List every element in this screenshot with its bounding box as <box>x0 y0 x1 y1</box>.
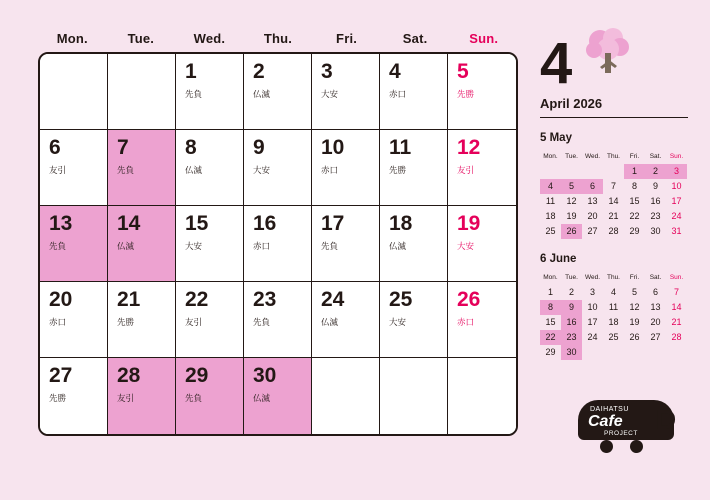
mini-day-cell[interactable]: 11 <box>608 302 619 312</box>
mini-day-cell[interactable]: 11 <box>545 196 556 206</box>
calendar-grid-border <box>38 52 518 436</box>
calendar-day-cell[interactable] <box>312 130 380 206</box>
day-number: 3 <box>321 60 333 83</box>
mini-day-cell[interactable]: 19 <box>629 317 640 327</box>
rokuyo-label: 友引 <box>457 165 475 175</box>
calendar-day-cell[interactable] <box>380 54 448 130</box>
mini-day-cell[interactable]: 16 <box>650 196 661 206</box>
day-number: 12 <box>457 136 481 159</box>
calendar-day-cell[interactable] <box>108 206 176 282</box>
mini-day-cell[interactable]: 15 <box>629 196 640 206</box>
mini-day-cell[interactable]: 29 <box>545 347 556 357</box>
rokuyo-label: 赤口 <box>457 317 475 327</box>
mini-day-cell[interactable]: 3 <box>589 287 595 297</box>
mini-day-cell[interactable]: 7 <box>673 287 679 297</box>
mini-day-cell[interactable]: 27 <box>650 332 661 342</box>
calendar-empty-cell <box>380 358 448 434</box>
rokuyo-label: 先勝 <box>49 393 67 403</box>
mini-weekday-label: Fri. <box>629 153 640 160</box>
day-number: 30 <box>253 364 277 387</box>
mini-day-cell[interactable]: 21 <box>608 211 619 221</box>
day-number: 26 <box>457 288 481 311</box>
day-number: 25 <box>389 288 413 311</box>
rokuyo-label: 仏滅 <box>253 89 271 99</box>
mini-calendar-title: 6 June <box>540 253 577 265</box>
mini-day-cell[interactable]: 10 <box>587 302 598 312</box>
day-number: 22 <box>185 288 209 311</box>
calendar-empty-cell <box>108 54 176 130</box>
rokuyo-label: 大安 <box>185 241 203 251</box>
mini-day-cell[interactable]: 9 <box>561 300 582 315</box>
day-number: 6 <box>49 136 61 159</box>
logo-project-text: PROJECT <box>604 430 638 437</box>
mini-day-cell[interactable]: 20 <box>587 211 598 221</box>
mini-day-cell[interactable]: 19 <box>566 211 577 221</box>
calendar-day-cell[interactable] <box>108 130 176 206</box>
day-number: 20 <box>49 288 73 311</box>
rokuyo-label: 先負 <box>117 165 135 175</box>
mini-day-cell[interactable]: 29 <box>629 226 640 236</box>
mini-day-cell[interactable]: 5 <box>631 287 637 297</box>
day-number: 18 <box>389 212 413 235</box>
weekday-label-thu: Thu. <box>263 30 293 46</box>
rokuyo-label: 先負 <box>49 241 67 251</box>
mini-empty-cell <box>540 164 561 179</box>
calendar-day-cell[interactable] <box>448 54 516 130</box>
weekday-label-wed: Wed. <box>193 30 226 46</box>
day-number: 9 <box>253 136 265 159</box>
mini-day-cell[interactable]: 8 <box>540 300 561 315</box>
big-month-row <box>540 18 690 96</box>
rokuyo-label: 赤口 <box>253 241 271 251</box>
rokuyo-label: 先負 <box>321 241 339 251</box>
mini-day-cell[interactable]: 28 <box>671 332 682 342</box>
day-number: 1 <box>185 60 197 83</box>
mini-weekday-label: Tue. <box>565 153 578 160</box>
calendar-day-cell[interactable] <box>40 206 108 282</box>
rokuyo-label: 先勝 <box>457 89 475 99</box>
mini-day-cell[interactable]: 18 <box>545 211 556 221</box>
rokuyo-label: 友引 <box>117 393 135 403</box>
weekday-label-sun: Sun. <box>469 30 499 46</box>
rokuyo-label: 大安 <box>253 165 271 175</box>
mini-weekday-label: Fri. <box>629 274 640 281</box>
calendar-day-cell[interactable] <box>176 358 244 434</box>
mini-day-cell[interactable]: 28 <box>608 226 619 236</box>
mini-empty-cell <box>561 164 582 179</box>
rokuyo-label: 赤口 <box>49 317 67 327</box>
rokuyo-label: 友引 <box>185 317 203 327</box>
mini-empty-cell <box>582 164 603 179</box>
mini-day-cell[interactable]: 4 <box>540 179 561 194</box>
day-number: 23 <box>253 288 277 311</box>
mini-day-cell[interactable]: 20 <box>650 317 661 327</box>
day-number: 4 <box>389 60 401 83</box>
calendar-day-cell[interactable] <box>40 282 108 358</box>
calendar-day-cell[interactable] <box>176 282 244 358</box>
calendar-day-cell[interactable] <box>448 206 516 282</box>
mini-weekday-label: Mon. <box>543 274 558 281</box>
mini-weekday-label: Wed. <box>584 153 601 160</box>
calendar-day-cell[interactable] <box>312 206 380 282</box>
calendar-day-cell[interactable] <box>176 206 244 282</box>
rokuyo-label: 先負 <box>185 89 203 99</box>
mini-day-cell[interactable]: 17 <box>587 317 598 327</box>
mini-day-cell[interactable]: 25 <box>545 226 556 236</box>
calendar-day-cell[interactable] <box>108 282 176 358</box>
calendar-empty-cell <box>312 358 380 434</box>
mini-day-cell[interactable]: 27 <box>587 226 598 236</box>
mini-calendar-grid-may <box>540 149 690 239</box>
day-number: 2 <box>253 60 265 83</box>
mini-day-cell[interactable]: 17 <box>671 196 682 206</box>
day-number: 14 <box>117 212 141 235</box>
mini-day-cell[interactable]: 25 <box>608 332 619 342</box>
mini-day-cell[interactable]: 1 <box>624 164 645 179</box>
mini-day-cell[interactable]: 8 <box>631 181 637 191</box>
main-calendar <box>38 24 518 436</box>
weekday-label-mon: Mon. <box>56 30 88 46</box>
mini-day-cell[interactable]: 24 <box>587 332 598 342</box>
mini-weekday-label: Sun. <box>669 274 684 281</box>
mini-day-cell[interactable]: 26 <box>629 332 640 342</box>
calendar-day-cell[interactable] <box>448 130 516 206</box>
mini-day-cell[interactable]: 6 <box>582 179 603 194</box>
rokuyo-label: 大安 <box>321 89 339 99</box>
mini-weekday-label: Sun. <box>669 153 684 160</box>
day-number: 7 <box>117 136 129 159</box>
day-number: 28 <box>117 364 141 387</box>
calendar-days-grid <box>40 54 516 434</box>
mini-calendar-may <box>540 132 690 239</box>
rokuyo-label: 仏滅 <box>321 317 339 327</box>
calendar-day-cell[interactable] <box>448 282 516 358</box>
mini-day-cell[interactable]: 23 <box>650 211 661 221</box>
calendar-empty-cell <box>448 358 516 434</box>
rokuyo-label: 仏滅 <box>389 241 407 251</box>
rokuyo-label: 赤口 <box>389 89 407 99</box>
day-number: 13 <box>49 212 73 235</box>
mini-day-cell[interactable]: 2 <box>568 287 574 297</box>
day-number: 16 <box>253 212 277 235</box>
calendar-day-cell[interactable] <box>244 54 312 130</box>
mini-day-cell[interactable]: 22 <box>540 330 561 345</box>
mini-calendar-grid-june <box>540 270 690 360</box>
mini-day-cell[interactable]: 30 <box>561 345 582 360</box>
mini-day-cell[interactable]: 26 <box>561 224 582 239</box>
rokuyo-label: 大安 <box>389 317 407 327</box>
mini-day-cell[interactable]: 31 <box>671 226 682 236</box>
calendar-day-cell[interactable] <box>244 130 312 206</box>
mini-day-cell[interactable]: 3 <box>666 164 687 179</box>
rokuyo-label: 友引 <box>49 165 67 175</box>
day-number: 29 <box>185 364 209 387</box>
day-number: 10 <box>321 136 345 159</box>
mini-weekday-label: Sat. <box>649 153 662 160</box>
mini-day-cell[interactable]: 14 <box>671 302 682 312</box>
mini-weekday-label: Thu. <box>606 274 620 281</box>
day-number: 24 <box>321 288 345 311</box>
calendar-day-cell[interactable] <box>244 206 312 282</box>
day-number: 8 <box>185 136 197 159</box>
day-number: 5 <box>457 60 469 83</box>
right-panel <box>540 18 690 360</box>
day-number: 21 <box>117 288 141 311</box>
mini-day-cell[interactable]: 18 <box>608 317 619 327</box>
mini-day-cell[interactable]: 9 <box>652 181 658 191</box>
day-number: 19 <box>457 212 481 235</box>
rokuyo-label: 仏滅 <box>117 241 135 251</box>
mini-weekday-label: Tue. <box>565 274 578 281</box>
mini-weekday-label: Sat. <box>649 274 662 281</box>
mini-day-cell[interactable]: 6 <box>652 287 658 297</box>
calendar-day-cell[interactable] <box>40 358 108 434</box>
calendar-day-cell[interactable] <box>176 54 244 130</box>
day-number: 27 <box>49 364 73 387</box>
logo-d-letter: D <box>656 404 677 435</box>
daihatsu-cafe-project-logo <box>578 400 688 462</box>
calendar-day-cell[interactable] <box>40 130 108 206</box>
weekday-label-fri: Fri. <box>336 30 358 46</box>
calendar-day-cell[interactable] <box>176 130 244 206</box>
logo-daihatsu-text: DAIHATSU <box>590 406 629 413</box>
day-number: 17 <box>321 212 345 235</box>
mini-day-cell[interactable]: 1 <box>547 287 553 297</box>
rokuyo-label: 先負 <box>253 317 271 327</box>
mini-weekday-label: Thu. <box>606 153 620 160</box>
calendar-day-cell[interactable] <box>312 282 380 358</box>
rokuyo-label: 大安 <box>457 241 475 251</box>
mini-day-cell[interactable]: 4 <box>610 287 616 297</box>
mini-day-cell[interactable]: 24 <box>671 211 682 221</box>
calendar-day-cell[interactable] <box>108 358 176 434</box>
mini-day-cell[interactable]: 14 <box>608 196 619 206</box>
weekday-label-tue: Tue. <box>127 30 155 46</box>
mini-day-cell[interactable]: 12 <box>629 302 640 312</box>
rokuyo-label: 先勝 <box>117 317 135 327</box>
logo-cafe-text: Cafe <box>588 413 623 430</box>
mini-weekday-label: Wed. <box>584 274 601 281</box>
weekday-header-row <box>38 24 518 52</box>
mini-day-cell[interactable]: 30 <box>650 226 661 236</box>
cherry-blossom-tree-icon <box>580 25 636 86</box>
mini-day-cell[interactable]: 12 <box>566 196 577 206</box>
mini-day-cell[interactable]: 5 <box>561 179 582 194</box>
mini-calendar-june <box>540 253 690 360</box>
mini-weekday-label: Mon. <box>543 153 558 160</box>
calendar-empty-cell <box>40 54 108 130</box>
calendar-day-cell[interactable] <box>312 54 380 130</box>
calendar-day-cell[interactable] <box>380 206 448 282</box>
mini-day-cell[interactable]: 13 <box>587 196 598 206</box>
rokuyo-label: 仏滅 <box>185 165 203 175</box>
mini-day-cell[interactable]: 16 <box>561 315 582 330</box>
rokuyo-label: 先勝 <box>389 165 407 175</box>
month-year-label: April 2026 <box>540 96 688 118</box>
mini-day-cell[interactable]: 22 <box>629 211 640 221</box>
calendar-day-cell[interactable] <box>380 282 448 358</box>
day-number: 15 <box>185 212 209 235</box>
calendar-day-cell[interactable] <box>244 358 312 434</box>
mini-day-cell[interactable]: 2 <box>645 164 666 179</box>
calendar-day-cell[interactable] <box>380 130 448 206</box>
rokuyo-label: 赤口 <box>321 165 339 175</box>
mini-calendar-title: 5 May <box>540 132 572 144</box>
logo-wheel-right-icon <box>630 440 643 453</box>
day-number: 11 <box>389 136 412 159</box>
weekday-label-sat: Sat. <box>402 30 428 46</box>
rokuyo-label: 仏滅 <box>253 393 271 403</box>
mini-day-cell[interactable]: 15 <box>545 317 556 327</box>
calendar-day-cell[interactable] <box>244 282 312 358</box>
big-month-number: 4 <box>540 30 571 96</box>
mini-day-cell[interactable]: 21 <box>671 317 682 327</box>
mini-empty-cell <box>603 164 624 179</box>
mini-day-cell[interactable]: 10 <box>671 181 682 191</box>
logo-wheel-left-icon <box>600 440 613 453</box>
mini-day-cell[interactable]: 7 <box>610 181 616 191</box>
mini-day-cell[interactable]: 13 <box>650 302 661 312</box>
mini-day-cell[interactable]: 23 <box>561 330 582 345</box>
rokuyo-label: 先負 <box>185 393 203 403</box>
